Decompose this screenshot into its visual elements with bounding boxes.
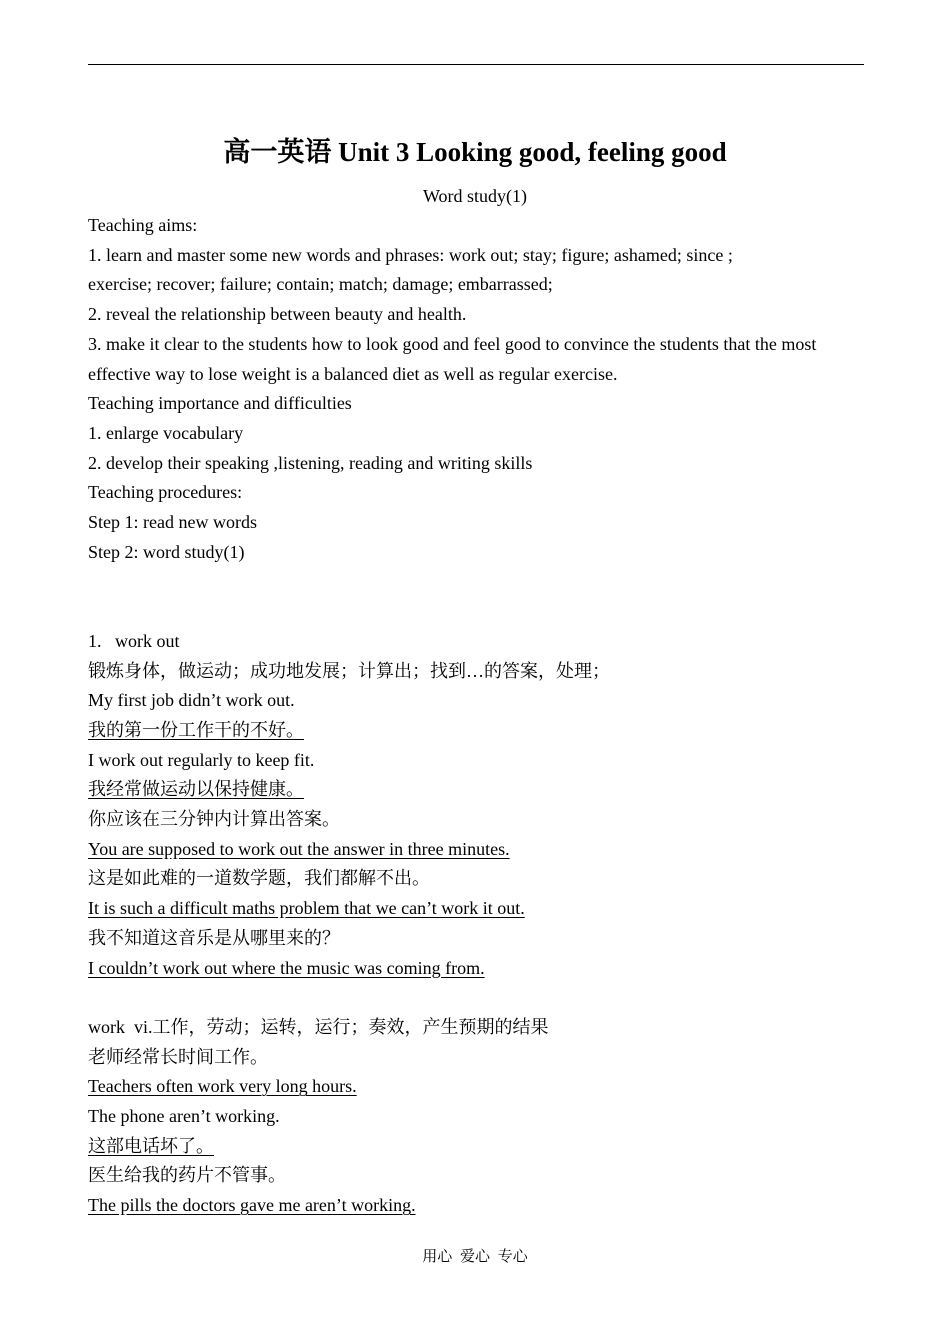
page-title: 高一英语 Unit 3 Looking good, feeling good	[223, 137, 727, 167]
example-en: My first job didn’t work out.	[88, 690, 295, 711]
example-translation: The pills the doctors gave me aren’t working.	[88, 1195, 416, 1216]
document-body	[88, 211, 868, 1221]
example-translation: 我经常做运动以保持健康。	[88, 779, 304, 800]
example-en: I work out regularly to keep fit.	[88, 749, 315, 770]
example-translation: I couldn’t work out where the music was coming from.	[88, 957, 485, 978]
work-heading: work vi.工作，劳动；运转，运行；奏效，产生预期的结果	[88, 1016, 549, 1037]
example-en: The phone aren’t working.	[88, 1106, 280, 1127]
example-zh: 老师经常长时间工作。	[88, 1046, 268, 1067]
importance-item-2: 2. develop their speaking ,listening, reading and writing skills	[88, 452, 533, 473]
page-subtitle: Word study(1)	[422, 186, 528, 206]
aim-3: 3. make it clear to the students how to look good and feel good to convince the students that the most effective way to lose weight is a balanced diet as well as regular exercise.	[88, 333, 817, 384]
importance-item-1: 1. enlarge vocabulary	[88, 422, 244, 443]
blank-line	[88, 567, 868, 597]
teaching-aims-heading: Teaching aims:	[88, 215, 198, 235]
aim-1-line-1: 1. learn and master some new words and phrases: work out; stay; figure; ashamed; since ;	[88, 244, 733, 265]
example-translation: You are supposed to work out the answer in three minutes.	[88, 838, 510, 859]
example-zh: 我不知道这音乐是从哪里来的？	[88, 927, 340, 948]
example-zh: 你应该在三分钟内计算出答案。	[88, 809, 340, 830]
header-rule	[88, 64, 864, 65]
example-zh: 这是如此难的一道数学题，我们都解不出。	[88, 868, 430, 889]
procedure-step-2: Step 2: word study(1)	[88, 541, 245, 562]
aim-2: 2. reveal the relationship between beauty and health.	[88, 304, 467, 325]
example-translation: 我的第一份工作干的不好。	[88, 719, 304, 740]
procedure-step-1: Step 1: read new words	[88, 512, 257, 533]
work-out-meaning: 锻炼身体，做运动；成功地发展；计算出；找到…的答案，处理；	[88, 660, 610, 681]
page-footer: 用心 爱心 专心	[422, 1249, 528, 1265]
work-out-heading: 1. work out	[88, 630, 180, 651]
example-zh: 医生给我的药片不管事。	[88, 1165, 286, 1186]
blank-line	[88, 983, 868, 1013]
example-translation: Teachers often work very long hours.	[88, 1076, 357, 1097]
procedures-heading: Teaching procedures:	[88, 482, 243, 503]
example-translation: 这部电话坏了。	[88, 1135, 214, 1156]
importance-heading: Teaching importance and difficulties	[88, 393, 352, 414]
aim-1-line-2: exercise; recover; failure; contain; match; damage; embarrassed;	[88, 274, 553, 295]
example-translation: It is such a difficult maths problem that we can’t work it out.	[88, 898, 525, 919]
blank-line	[88, 597, 868, 627]
